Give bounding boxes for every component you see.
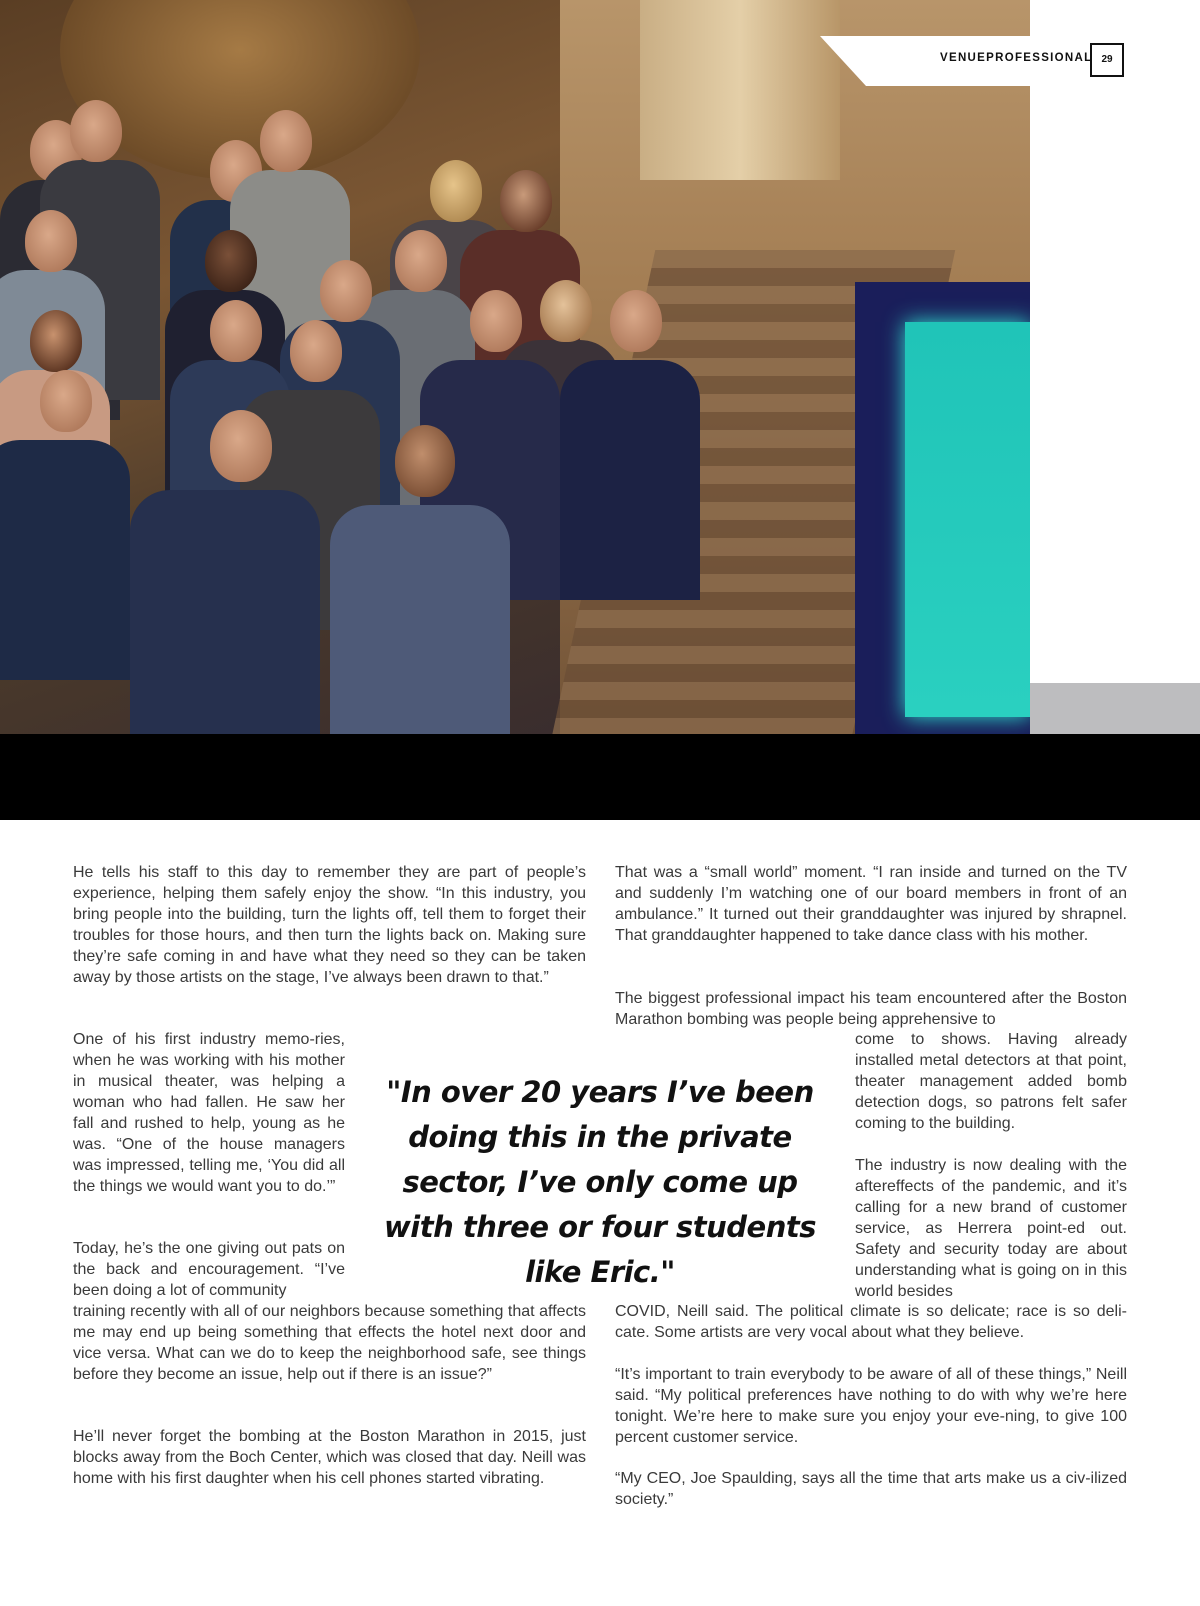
left-paragraph-2: One of his first industry memo-ries, when he was working with his mother in musical theater, was helping a woman who had fallen. He saw her fall and rushed to help, young as he was. “One of the house managers was impressed, telling me, ‘You did all the things we would want you to do.’” (73, 1031, 345, 1195)
right-paragraph-5: “My CEO, Joe Spaulding, says all the time that arts make us a civ-ilized society.” (615, 1470, 1127, 1508)
publication-brand (940, 52, 1092, 64)
pull-quote: "In over 20 years I’ve been doing this in the private sector, I’ve only come up with three or four students like Eric." (384, 1075, 816, 1289)
right-paragraph-1: That was a “small world” moment. “I ran inside and turned on the TV and suddenly I’m watching one of our board members in front of an ambulance.” It turned out their granddaughter was injured by shrapnel. That granddaughter happened to take dance class with his mother. (615, 864, 1127, 944)
grey-band (1030, 683, 1200, 734)
right-paragraph-3: The industry is now dealing with the aftereffects of the pandemic, and it’s calling for a new brand of customer service, as Herrera point-ed out. Safety and security today are about understanding what is going on in this world besides (855, 1157, 1127, 1300)
page-number: 29 (1090, 43, 1124, 77)
right-paragraph-2-cont: come to shows. Having already installed metal detectors at that point, theater management added bomb detection dogs, so patrons felt safer coming to the building. (855, 1031, 1127, 1132)
right-paragraph-3-cont: COVID, Neill said. The political climate is so delicate; race is so deli-cate. Some artists are very vocal about what they believe. (615, 1303, 1127, 1341)
left-paragraph-3: Today, he’s the one giving out pats on the back and encouragement. “I’ve been doing a lot of community (73, 1240, 345, 1299)
group-of-people (0, 80, 720, 770)
left-paragraph-1: He tells his staff to this day to remember they are part of people’s experience, helping them safely enjoy the show. “In this industry, you bring people into the building, turn the lights off, tell them to forget their troubles for those hours, and then turn the lights back on. Making sure they’re safe coming in and have what they need so they can be taken away by those artists on the stage, I’ve always been drawn to that.” (73, 864, 586, 986)
black-band (0, 734, 1200, 820)
right-paragraph-2: The biggest professional impact his team encountered after the Boston Marathon bombing was people being apprehensive to (615, 990, 1127, 1028)
brand-venue: VENUE (940, 52, 987, 64)
left-paragraph-5: He’ll never forget the bombing at the Boston Marathon in 2015, just blocks away from the Boch Center, which was closed that day. Neill was home with his first daughter when his cell phones started vibrating. (73, 1428, 586, 1487)
left-paragraph-4: training recently with all of our neighbors because something that affects me may end up being something that effects the hotel next door and vice versa. What can we do to keep the neighborhood safe, see things before they become an issue, help out if there is an issue?” (73, 1303, 586, 1383)
group-photo (0, 0, 1030, 770)
right-paragraph-4: “It’s important to train everybody to be aware of all of these things,” Neill said. “My political preferences have nothing to do with why we’re here tonight. We’re here to make sure you enjoy your eve-ning, to give 100 percent customer service. (615, 1366, 1127, 1446)
display-screen (905, 322, 1030, 717)
brand-professional: PROFESSIONAL (986, 52, 1093, 64)
